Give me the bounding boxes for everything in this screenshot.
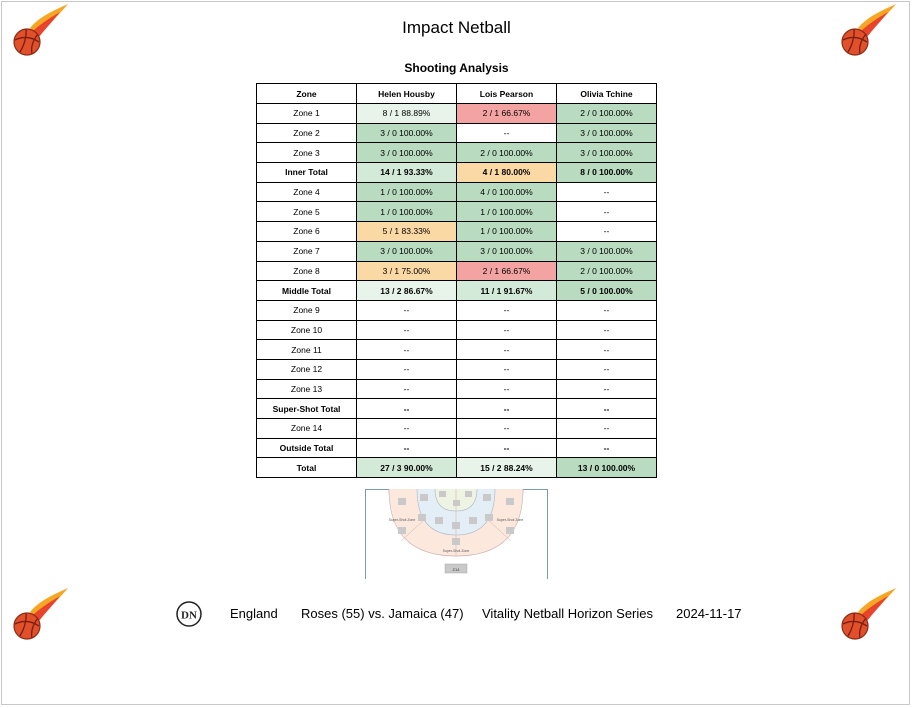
stat-cell: 4 / 1 80.00% bbox=[457, 163, 557, 183]
stat-cell: -- bbox=[557, 222, 657, 242]
stat-cell: 1 / 0 100.00% bbox=[457, 202, 557, 222]
table-row bbox=[257, 143, 657, 163]
stat-cell: 13 / 0 100.00% bbox=[557, 458, 657, 478]
court-zone-diagram bbox=[365, 489, 548, 579]
stat-cell: 3 / 1 75.00% bbox=[357, 261, 457, 281]
super-shot-zone-label: Super-Shot Zone bbox=[496, 518, 524, 522]
stat-cell: -- bbox=[457, 399, 557, 419]
stat-cell: -- bbox=[457, 359, 557, 379]
stat-cell: 3 / 0 100.00% bbox=[557, 241, 657, 261]
table-row bbox=[257, 399, 657, 419]
stat-cell: 2 / 0 100.00% bbox=[557, 261, 657, 281]
zone-cell: Zone 3 bbox=[257, 143, 357, 163]
table-title: Shooting Analysis bbox=[404, 61, 509, 75]
zone-cell: Zone 14 bbox=[257, 419, 357, 439]
zone-cell: Zone 12 bbox=[257, 359, 357, 379]
zone-cell: Zone 13 bbox=[257, 379, 357, 399]
stat-cell: -- bbox=[557, 340, 657, 360]
stat-cell: -- bbox=[357, 300, 457, 320]
table-row bbox=[257, 123, 657, 143]
table-row bbox=[257, 379, 657, 399]
stat-cell: -- bbox=[357, 438, 457, 458]
stat-cell: -- bbox=[457, 438, 557, 458]
column-header: Helen Housby bbox=[357, 84, 457, 104]
zone-cell: Middle Total bbox=[257, 281, 357, 301]
stat-cell: -- bbox=[557, 300, 657, 320]
zone-cell: Zone 10 bbox=[257, 320, 357, 340]
super-shot-zone-label: Super-Shot Zone bbox=[388, 518, 416, 522]
super-shot-zone-label: Super-Shot Zone bbox=[442, 549, 470, 553]
stat-cell: -- bbox=[357, 419, 457, 439]
stat-cell: 2 / 0 100.00% bbox=[557, 104, 657, 124]
zone-cell: Zone 8 bbox=[257, 261, 357, 281]
stat-cell: 3 / 0 100.00% bbox=[357, 123, 457, 143]
stat-cell: -- bbox=[357, 340, 457, 360]
stat-cell: -- bbox=[557, 419, 657, 439]
stat-cell: -- bbox=[457, 123, 557, 143]
stat-cell: 1 / 0 100.00% bbox=[457, 222, 557, 242]
table-row bbox=[257, 281, 657, 301]
stat-cell: 2 / 1 66.67% bbox=[457, 104, 557, 124]
table-row bbox=[257, 438, 657, 458]
stat-cell: -- bbox=[457, 379, 557, 399]
stat-cell: 5 / 0 100.00% bbox=[557, 281, 657, 301]
zone-cell: Outside Total bbox=[257, 438, 357, 458]
zone-cell: Zone 2 bbox=[257, 123, 357, 143]
flaming-netball-icon bbox=[838, 586, 898, 642]
zone-cell: Zone 7 bbox=[257, 241, 357, 261]
zone-cell: Zone 11 bbox=[257, 340, 357, 360]
table-row bbox=[257, 104, 657, 124]
outside-zone-label: Z14 bbox=[452, 567, 460, 572]
table-row bbox=[257, 300, 657, 320]
stat-cell: 8 / 0 100.00% bbox=[557, 163, 657, 183]
table-row bbox=[257, 202, 657, 222]
stat-cell: 2 / 1 66.67% bbox=[457, 261, 557, 281]
page-title: Impact Netball bbox=[402, 18, 511, 37]
table-row bbox=[257, 458, 657, 478]
dn-brand-text: DN bbox=[181, 609, 197, 622]
stat-cell: 3 / 0 100.00% bbox=[357, 143, 457, 163]
table-body bbox=[257, 104, 657, 478]
stat-cell: -- bbox=[557, 320, 657, 340]
table-row bbox=[257, 320, 657, 340]
stat-cell: -- bbox=[457, 320, 557, 340]
zone-cell: Zone 1 bbox=[257, 104, 357, 124]
stat-cell: -- bbox=[557, 182, 657, 202]
table-row bbox=[257, 359, 657, 379]
stat-cell: -- bbox=[557, 399, 657, 419]
stat-cell: -- bbox=[357, 399, 457, 419]
stat-cell: 4 / 0 100.00% bbox=[457, 182, 557, 202]
stat-cell: 3 / 0 100.00% bbox=[557, 123, 657, 143]
stat-cell: -- bbox=[557, 202, 657, 222]
flaming-netball-icon bbox=[10, 586, 70, 642]
stat-cell: 3 / 0 100.00% bbox=[557, 143, 657, 163]
table-row bbox=[257, 163, 657, 183]
stat-cell: 14 / 1 93.33% bbox=[357, 163, 457, 183]
stat-cell: -- bbox=[357, 359, 457, 379]
column-header: Olivia Tchine bbox=[557, 84, 657, 104]
table-row bbox=[257, 222, 657, 242]
dn-brand-icon bbox=[176, 601, 202, 627]
zone-cell: Zone 4 bbox=[257, 182, 357, 202]
table-row bbox=[257, 340, 657, 360]
stat-cell: 5 / 1 83.33% bbox=[357, 222, 457, 242]
stat-cell: 15 / 2 88.24% bbox=[457, 458, 557, 478]
stat-cell: 3 / 0 100.00% bbox=[357, 241, 457, 261]
column-header: Lois Pearson bbox=[457, 84, 557, 104]
stat-cell: -- bbox=[457, 340, 557, 360]
stat-cell: -- bbox=[457, 300, 557, 320]
stat-cell: 13 / 2 86.67% bbox=[357, 281, 457, 301]
table-header-row bbox=[257, 84, 657, 104]
table-row bbox=[257, 261, 657, 281]
column-header: Zone bbox=[257, 84, 357, 104]
footer-country: England bbox=[230, 606, 278, 621]
table-row bbox=[257, 241, 657, 261]
zone-cell: Zone 9 bbox=[257, 300, 357, 320]
stat-cell: -- bbox=[557, 379, 657, 399]
zone-cell: Inner Total bbox=[257, 163, 357, 183]
stat-cell: 27 / 3 90.00% bbox=[357, 458, 457, 478]
stat-cell: 8 / 1 88.89% bbox=[357, 104, 457, 124]
zone-cell: Super-Shot Total bbox=[257, 399, 357, 419]
stat-cell: -- bbox=[557, 438, 657, 458]
footer-match: Roses (55) vs. Jamaica (47) bbox=[301, 606, 464, 621]
stat-cell: -- bbox=[357, 379, 457, 399]
table-row bbox=[257, 419, 657, 439]
stat-cell: -- bbox=[357, 320, 457, 340]
footer-competition: Vitality Netball Horizon Series bbox=[482, 606, 653, 621]
stat-cell: -- bbox=[557, 359, 657, 379]
stat-cell: 3 / 0 100.00% bbox=[457, 241, 557, 261]
table-row bbox=[257, 182, 657, 202]
stat-cell: 2 / 0 100.00% bbox=[457, 143, 557, 163]
stat-cell: 1 / 0 100.00% bbox=[357, 182, 457, 202]
zone-cell: Total bbox=[257, 458, 357, 478]
zone-cell: Zone 5 bbox=[257, 202, 357, 222]
footer-date: 2024-11-17 bbox=[676, 606, 742, 621]
stat-cell: -- bbox=[457, 419, 557, 439]
shooting-table bbox=[256, 83, 657, 478]
stat-cell: 1 / 0 100.00% bbox=[357, 202, 457, 222]
zone-cell: Zone 6 bbox=[257, 222, 357, 242]
stat-cell: 11 / 1 91.67% bbox=[457, 281, 557, 301]
